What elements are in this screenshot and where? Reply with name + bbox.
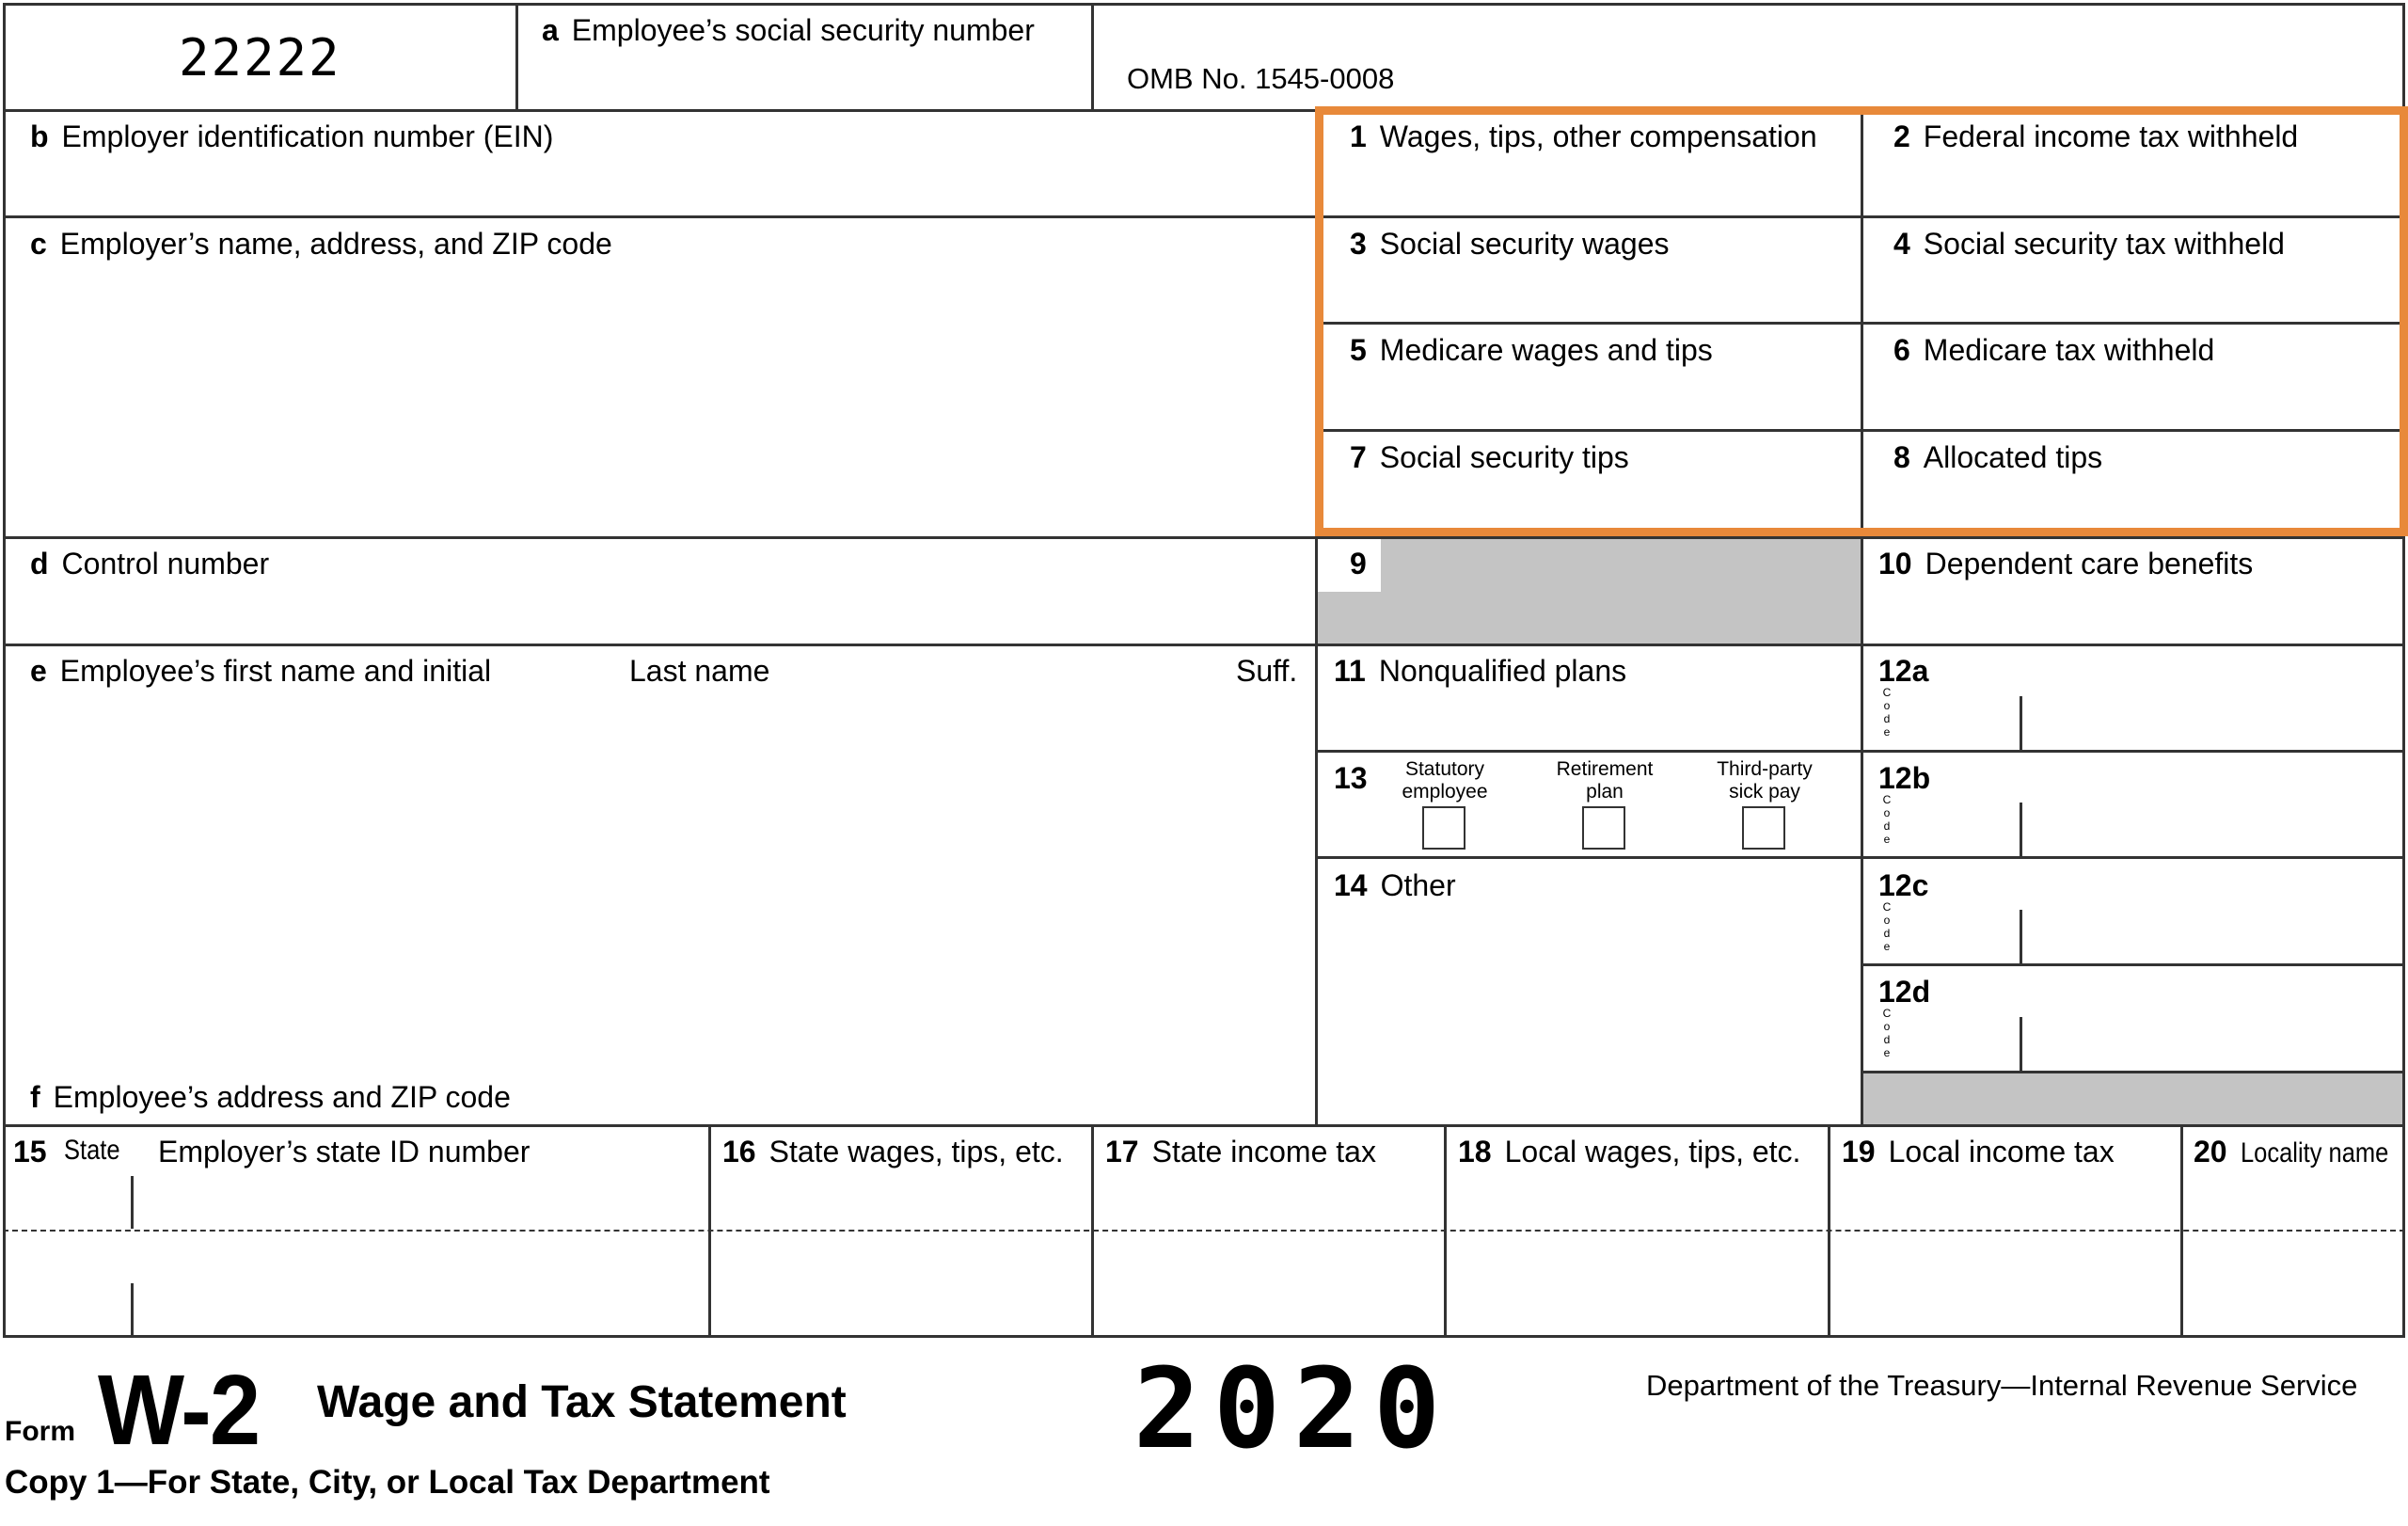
box-14-label [1334,870,1456,900]
box9-shade-lower [1318,592,1861,644]
box-a-text: Employee’s social security number [571,13,1035,47]
box-7-number: 7 [1350,440,1367,474]
box-11-field[interactable] [1318,696,1861,750]
box-d-field[interactable] [6,587,1315,644]
box-12a-code-label [1880,686,1893,739]
box-16-field[interactable] [711,1176,1091,1334]
box-17-text: State income tax [1151,1135,1376,1168]
box-a-letter: a [542,13,559,47]
box-19-text: Local income tax [1888,1135,2115,1168]
box-20-number: 20 [2194,1135,2227,1168]
code-letter: o [1883,914,1891,927]
box-c-field[interactable] [6,268,1315,536]
code-letter: e [1883,725,1891,739]
box-8-number: 8 [1893,440,1910,474]
box-10-field[interactable] [1863,587,2402,644]
box-16-text: State wages, tips, etc. [768,1135,1064,1168]
box-c-text: Employer’s name, address, and ZIP code [59,227,612,261]
box-d-label [30,548,269,579]
box-12b-number: 12b [1878,761,1931,795]
highlight-box-1-8 [1315,106,2408,536]
retirement-line-2: plan [1586,781,1624,803]
box-16-label [722,1137,1064,1167]
box-b-text: Employer identification number (EIN) [61,119,554,153]
box-7-text: Social security tips [1379,440,1629,474]
box-10-label [1878,548,2253,579]
box-14-number: 14 [1334,868,1368,902]
box-19-label [1842,1137,2115,1167]
box-12c-code-label [1880,900,1893,953]
box-1-text: Wages, tips, other compensation [1379,119,1817,153]
box-18-label [1458,1137,1800,1167]
retirement-plan-label [1544,758,1666,803]
code-letter: C [1882,686,1892,699]
box-e-text: Employee’s first name and initial [59,654,492,688]
code-letter: C [1882,793,1892,806]
box-11-number: 11 [1334,654,1366,688]
box-19-field[interactable] [1830,1176,2180,1334]
box-5-number: 5 [1350,333,1367,367]
omb-number: OMB No. 1545-0008 [1127,62,1395,95]
box-15-employer-state-id-label: Employer’s state ID number [158,1135,531,1168]
box-20-field[interactable] [2183,1176,2402,1334]
box-c-label [30,229,612,259]
copy-line: Copy 1—For State, City, or Local Tax Department [5,1464,770,1501]
box-8-text: Allocated tips [1923,440,2103,474]
box-15-id-field-1[interactable] [135,1176,708,1229]
box-12d-code-field[interactable] [1898,1017,2019,1071]
code-letter: o [1883,699,1891,712]
box-3-text: Social security wages [1379,227,1670,261]
form-title: Wage and Tax Statement [317,1377,847,1427]
box-5-text: Medicare wages and tips [1379,333,1713,367]
box-f-letter: f [30,1080,40,1114]
box-18-field[interactable] [1447,1176,1828,1334]
third-party-sick-pay-label [1703,758,1826,803]
code-letter: C [1882,1007,1892,1020]
box-12d-amount-field[interactable] [2023,1017,2402,1071]
box-20-label [2194,1137,2408,1168]
box-15-number: 15 [13,1135,47,1168]
box-2-number: 2 [1893,119,1910,153]
box-12b-amount-field[interactable] [2023,803,2402,856]
box-17-label [1105,1137,1376,1167]
box-12b-code-label [1880,793,1893,846]
code-letter: o [1883,1020,1891,1033]
box-12b-divider [2020,803,2022,856]
box-a-label [542,15,1035,45]
code-letter: d [1883,1033,1891,1046]
code-letter: e [1883,940,1891,953]
code-letter: C [1882,900,1892,914]
box-b-field[interactable] [6,160,1315,215]
box-15-state-field-2[interactable] [6,1234,130,1334]
box-12d-code-label [1880,1007,1893,1059]
box-6-text: Medicare tax withheld [1923,333,2215,367]
box-12a-divider [2020,696,2022,750]
box-6-number: 6 [1893,333,1910,367]
box-12c-code-field[interactable] [1898,910,2019,963]
box-e-suffix-label: Suff. [1236,654,1298,688]
box-f-text: Employee’s address and ZIP code [53,1080,511,1114]
box-15-label [13,1137,60,1167]
statutory-line-1: Statutory [1404,758,1485,780]
box-12a-amount-field[interactable] [2023,696,2402,750]
box-19-number: 19 [1842,1135,1876,1168]
tax-year: 2020 [1133,1343,1454,1473]
box-12d-divider [2020,1017,2022,1071]
box-d-letter: d [30,547,49,580]
box-15-state-field-1[interactable] [6,1176,130,1229]
box-12a-number: 12a [1878,654,1929,688]
form-control-code: 22222 [179,28,341,87]
box-e-last-name-label: Last name [629,654,770,688]
box-1-number: 1 [1350,119,1367,153]
statutory-employee-label [1384,758,1506,803]
box-b-label [30,121,553,151]
box-e-label [30,656,491,686]
box-11-text: Nonqualified plans [1378,654,1627,688]
box-a-field[interactable] [518,52,1091,109]
thirdparty-line-2: sick pay [1729,781,1800,803]
box-17-field[interactable] [1094,1176,1444,1334]
box-12c-divider [2020,910,2022,963]
box-18-text: Local wages, tips, etc. [1504,1135,1801,1168]
third-party-sick-pay-checkbox[interactable] [1742,806,1785,850]
box-12d-number: 12d [1878,975,1931,1009]
box-10-text: Dependent care benefits [1925,547,2254,580]
box-16-number: 16 [722,1135,756,1168]
box-2-text: Federal income tax withheld [1923,119,2299,153]
box-12c-amount-field[interactable] [2023,910,2402,963]
box-f-label [30,1082,511,1112]
box-d-text: Control number [61,547,270,580]
retirement-plan-checkbox[interactable] [1582,806,1625,850]
retirement-line-1: Retirement [1556,758,1654,780]
box9-shade [1381,539,1861,592]
code-letter: e [1883,1046,1891,1059]
box-13-number: 13 [1334,761,1368,795]
code-letter: d [1883,927,1891,940]
box-17-number: 17 [1105,1135,1139,1168]
box-4-text: Social security tax withheld [1923,227,2285,261]
box-9-number: 9 [1350,547,1367,580]
agency-line: Department of the Treasury—Internal Revenue Service [1646,1369,2358,1402]
form-word: Form [5,1416,75,1447]
box-3-number: 3 [1350,227,1367,261]
statutory-line-2: employee [1402,781,1488,803]
box-c-letter: c [30,227,47,261]
code-letter: o [1883,806,1891,819]
box-15-id-field-2[interactable] [135,1234,708,1334]
box-4-number: 4 [1893,227,1910,261]
box-20-text: Locality name [2240,1137,2388,1168]
thirdparty-line-1: Third-party [1717,758,1813,780]
box-b-letter: b [30,119,49,153]
code-letter: d [1883,819,1891,833]
box-12b-code-field[interactable] [1898,803,2019,856]
box-18-number: 18 [1458,1135,1492,1168]
statutory-employee-checkbox[interactable] [1422,806,1465,850]
box-e-letter: e [30,654,47,688]
box-14-text: Other [1380,868,1456,902]
box-14-field[interactable] [1318,909,1861,1124]
code-letter: d [1883,712,1891,725]
box-e-field[interactable] [6,696,1315,1073]
code-letter: e [1883,833,1891,846]
box-15-state-label: State [64,1135,120,1166]
form-name-w2: W-2 [98,1355,260,1466]
box-10-number: 10 [1878,547,1912,580]
box12-bottom-shade [1863,1073,2402,1124]
box-12a-code-field[interactable] [1898,696,2019,750]
box-11-label [1334,656,1626,686]
box-12c-number: 12c [1878,868,1929,902]
